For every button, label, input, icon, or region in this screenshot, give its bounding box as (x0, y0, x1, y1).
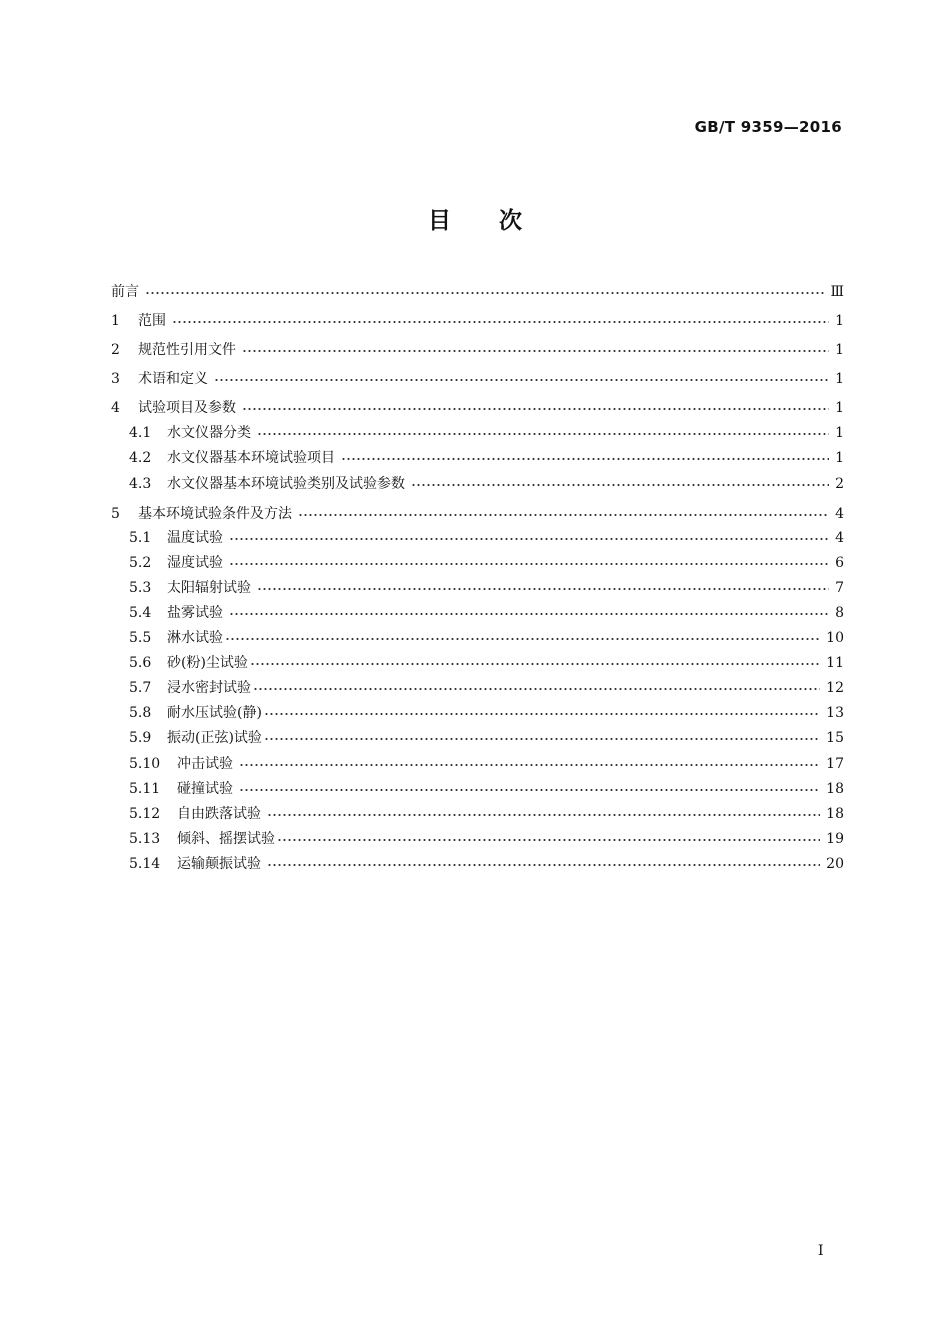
toc-entry[interactable] (111, 504, 844, 524)
toc-entry-page: 15 (826, 730, 844, 746)
toc-entry[interactable] (111, 398, 844, 418)
toc-entry-label: 自由跌落试验 (177, 806, 261, 822)
toc-entry-label: 冲击试验 (177, 756, 233, 772)
page-title: 目次 (428, 208, 570, 234)
toc-entry-page: 1 (835, 313, 844, 329)
toc-entry-page: 1 (835, 425, 844, 441)
toc-entry-foreword[interactable] (111, 282, 844, 302)
toc-entry-number: 4 (111, 400, 120, 416)
leader-dots (253, 688, 820, 690)
leader-dots (239, 764, 820, 766)
toc-entry-label: 浸水密封试验 (167, 680, 251, 696)
leader-dots (298, 514, 829, 516)
toc-entry-label: 温度试验 (167, 530, 223, 546)
toc-entry-number: 5.11 (129, 781, 161, 797)
toc-entry-number: 1 (111, 313, 120, 329)
toc-entry-number: 5.10 (129, 756, 161, 772)
leader-dots (267, 814, 820, 816)
toc-entry-page: 18 (826, 806, 844, 822)
page-number: I (818, 1243, 824, 1259)
toc-entry-label: 术语和定义 (138, 371, 208, 387)
toc-entry-page: 11 (826, 655, 844, 671)
toc-entry-page: 1 (835, 371, 844, 387)
toc-entry-page: 10 (826, 630, 844, 646)
leader-dots (229, 538, 829, 540)
toc-entry-number: 5.14 (129, 856, 161, 872)
leader-dots (264, 713, 820, 715)
toc-entry-page: 12 (826, 680, 844, 696)
toc-subentry[interactable] (129, 628, 844, 648)
toc-entry-page: 1 (835, 342, 844, 358)
toc-entry-number: 4.3 (129, 476, 152, 492)
toc-entry-number: 2 (111, 342, 120, 358)
leader-dots (145, 292, 824, 294)
toc-entry[interactable] (111, 340, 844, 360)
toc-entry-page: 4 (835, 506, 844, 522)
toc-entry-label: 水文仪器基本环境试验项目 (167, 450, 335, 466)
toc-entry-number: 4.2 (129, 450, 152, 466)
toc-entry-page: 1 (835, 450, 844, 466)
toc-entry-label: 前言 (111, 284, 139, 300)
toc-entry[interactable] (111, 311, 844, 331)
leader-dots (257, 588, 829, 590)
toc-entry-number: 5.6 (129, 655, 152, 671)
toc-subentry[interactable] (129, 653, 844, 673)
toc-entry-number: 5.8 (129, 705, 152, 721)
toc-entry-number: 5.13 (129, 831, 161, 847)
toc-entry-page: 6 (835, 555, 844, 571)
toc-entry-page: 4 (835, 530, 844, 546)
toc-entry-label: 淋水试验 (167, 630, 223, 646)
toc-subentry[interactable] (129, 854, 844, 874)
leader-dots (214, 379, 829, 381)
standard-code: GB/T 9359—2016 (694, 118, 842, 136)
toc-entry-label: 倾斜、摇摆试验 (177, 831, 275, 847)
toc-entry-number: 5.9 (129, 730, 152, 746)
toc-entry-label: 砂(粉)尘试验 (167, 655, 248, 671)
toc-entry-label: 耐水压试验(静) (167, 705, 262, 721)
toc-entry-number: 5.4 (129, 605, 152, 621)
toc-entry-number: 5.3 (129, 580, 152, 596)
toc-entry-label: 运输颠振试验 (177, 856, 261, 872)
toc-entry-number: 3 (111, 371, 120, 387)
leader-dots (225, 638, 820, 640)
leader-dots (411, 484, 829, 486)
leader-dots (277, 839, 820, 841)
toc-entry[interactable] (111, 369, 844, 389)
toc-entry-page: 18 (826, 781, 844, 797)
toc-subentry[interactable] (129, 829, 844, 849)
leader-dots (172, 321, 829, 323)
leader-dots (242, 408, 829, 410)
toc-entry-number: 5.12 (129, 806, 161, 822)
toc-subentry[interactable] (129, 578, 844, 598)
leader-dots (267, 864, 820, 866)
toc-entry-page: Ⅲ (830, 284, 844, 300)
toc-entry-label: 碰撞试验 (177, 781, 233, 797)
toc-entry-number: 4.1 (129, 425, 152, 441)
toc-subentry[interactable] (129, 448, 844, 468)
toc-entry-label: 基本环境试验条件及方法 (138, 506, 292, 522)
toc-subentry[interactable] (129, 423, 844, 443)
toc-entry-number: 5 (111, 506, 120, 522)
toc-entry-page: 8 (835, 605, 844, 621)
toc-entry-page: 2 (835, 476, 844, 492)
toc-entry-label: 试验项目及参数 (138, 400, 236, 416)
toc-entry-label: 范围 (138, 313, 166, 329)
toc-subentry[interactable] (129, 528, 844, 548)
leader-dots (229, 563, 829, 565)
toc-entry-label: 盐雾试验 (167, 605, 223, 621)
leader-dots (229, 613, 829, 615)
toc-subentry[interactable] (129, 703, 844, 723)
toc-subentry[interactable] (129, 678, 844, 698)
toc-subentry[interactable] (129, 728, 844, 748)
leader-dots (242, 350, 829, 352)
toc-entry-page: 13 (826, 705, 844, 721)
toc-entry-page: 1 (835, 400, 844, 416)
leader-dots (239, 789, 820, 791)
toc-subentry[interactable] (129, 804, 844, 824)
toc-subentry[interactable] (129, 474, 844, 494)
leader-dots (257, 433, 829, 435)
leader-dots (250, 663, 820, 665)
toc-entry-number: 5.2 (129, 555, 152, 571)
toc-subentry[interactable] (129, 603, 844, 623)
toc-subentry[interactable] (129, 779, 844, 799)
toc-entry-page: 19 (826, 831, 844, 847)
toc-entry-page: 20 (826, 856, 844, 872)
toc-subentry[interactable] (129, 553, 844, 573)
leader-dots (264, 738, 820, 740)
toc-entry-label: 规范性引用文件 (138, 342, 236, 358)
toc-entry-label: 水文仪器分类 (167, 425, 251, 441)
toc-entry-number: 5.1 (129, 530, 152, 546)
leader-dots (341, 458, 829, 460)
toc-entry-number: 5.5 (129, 630, 152, 646)
toc-entry-page: 7 (835, 580, 844, 596)
toc-entry-label: 湿度试验 (167, 555, 223, 571)
toc-entry-label: 水文仪器基本环境试验类别及试验参数 (167, 476, 405, 492)
toc-entry-number: 5.7 (129, 680, 152, 696)
toc-entry-page: 17 (826, 756, 844, 772)
toc-subentry[interactable] (129, 754, 844, 774)
toc-entry-label: 振动(正弦)试验 (167, 730, 262, 746)
toc-entry-label: 太阳辐射试验 (167, 580, 251, 596)
